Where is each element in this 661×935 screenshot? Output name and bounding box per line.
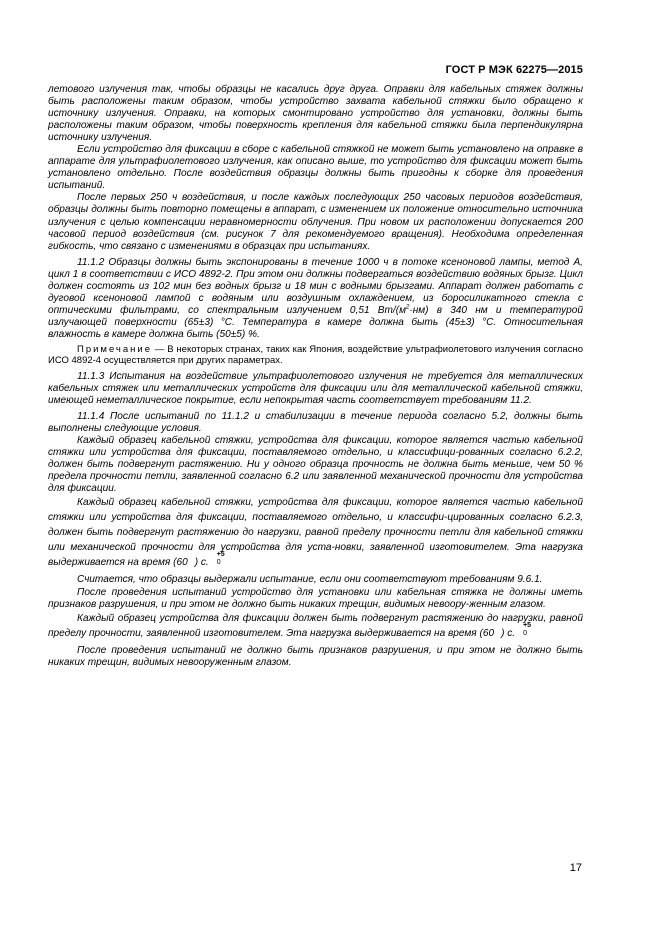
paragraph-specimen-6-2-2: Каждый образец кабельной стяжки, устройства для фиксации, которое является частью кабельной стяжки или устройства для фиксации, поставляемого отдельно, и классифици-рованных согласно 6.2.2, должен быть подвергнут растяжению. Ни у одного образца прочность не должна быть меньше, чем 50 % предела прочности петли, заявленной согласно 6.2 или заявленной механической прочности для устройства для фиксации. [48, 435, 583, 495]
paragraph-rotation: После первых 250 ч воздействия, и после каждых последующих 250 часовых периодов воздействия, образцы должны быть повторно помещены в аппарат, с изменением их положение относительно источника излучения с целью компенсации неравномерности облучения. При новом их расположении допускается 200 часовой период воздействия (см. рисунок 7 для рекомендуемого вращения). Необходима определенная гибкость, что связано с изменениями в образцах при испытаниях. [48, 192, 583, 252]
tolerance-upper: +5 [216, 551, 225, 559]
note-label: Примечание [77, 343, 152, 355]
superscript-2: 2 [406, 304, 410, 311]
tolerance [494, 621, 532, 637]
paragraph-11-1-2 [48, 257, 583, 341]
tolerance-lower: 0 [216, 559, 221, 567]
paragraph-specimen-6-2-3-text-a: Каждый образец кабельной стяжки, устройства для фиксации, которое является частью кабельной стяжки или устройства для фиксации, поставляемого отдельно, и классифи-цированных согласно 6.2.3, должен быть подвергнут растяжению до нагрузки, равной пределу прочности петли для кабельной стяжки или механической прочности для устройства для уста-новки, заявленной изготовителем. Эта нагрузка выдерживается на время (60 [48, 497, 583, 569]
paragraph-specimen-6-2-3 [48, 495, 583, 570]
document-body [48, 84, 583, 669]
paragraph-fixing-device: Если устройство для фиксации в сборе с кабельной стяжкой не может быть установлено на оправке в аппарате для ультрафиолетового излучения, как описано выше, то устройство для фиксации может быть установлено отдельно. После воздействия образцы должны быть пригодны к сборке для проведения испытаний. [48, 144, 583, 192]
page-number: 17 [569, 862, 582, 874]
paragraph-fixing-device-load-text-b: ) с. [501, 627, 516, 639]
paragraph-11-1-2-text-a: 11.1.2 Образцы должны быть экспонированы в течение 1000 ч в потоке ксеноновой лампы, метод А, цикл 1 в соответствии с ИСО 4892-2. При этом они должны подвергаться воздействию водяных брызг. Цикл должен состоять из 102 мин без водных брызг и 18 мин с водными брызгами. Аппарат должен работать с дуговой ксеноновой лампой с водяным или воздушным охлаждением, из боросиликатного стекла с оптическими фильтрами, со спектральным излучением 0,51 Вт/(м [48, 256, 583, 316]
document-header: ГОСТ Р МЭК 62275—2015 [445, 64, 583, 76]
paragraph-fixing-device-load-text-a: Каждый образец устройства для фиксации должен быть подвергнут растяжению до нагрузки, равной пределу прочности, заявленной изготовителем. Эта нагрузка выдерживается на время (60 [48, 612, 583, 639]
paragraph-passed: Считается, что образцы выдержали испытание, если они соответствуют требованиям 9.6.1. [77, 574, 543, 586]
paragraph-11-1-4: 11.1.4 После испытаний по 11.1.2 и стабилизации в течение периода согласно 5.2, должны быть выполнены следующие условия. [48, 411, 583, 435]
paragraph-11-1-2-text-b: ·нм) в 340 нм и температурой излучающей поверхности (65±3) °С. Температура в камере должна быть (45±3) °С. Относительная влажность в камере должна быть (50±5) %. [48, 304, 583, 340]
tolerance-upper: +5 [523, 621, 532, 629]
paragraph-specimen-6-2-3-text-b: ) с. [194, 557, 209, 569]
paragraph-fixing-device-load [48, 611, 583, 641]
paragraph-11-1-3: 11.1.3 Испытания на воздействие ультрафиолетового излучения не требуется для металлических кабельных стяжек или металлических устройств для фиксации или для металлической кабельной стяжки, имеющей неметаллическое покрытие, если непокрытая часть соответствует требованиям 11.2. [48, 370, 583, 407]
paragraph-continuation: летового излучения так, чтобы образцы не касались друг друга. Оправки для кабельных стяжек должны быть расположены таким образом, чтобы устройство захвата кабельной стяжки было обращено к источнику излучения. Оправки, на которых смонтировано устройство для установки, должны быть расположены таким образом, чтобы поверхность крепления для кабельной стяжки была перпендикулярна источнику излучения. [48, 84, 583, 144]
paragraph-no-cracks: После проведения испытаний устройство для установки или кабельная стяжка не должны иметь признаков разрушения, и при этом не должно быть никаких трещин, видимых невоору-женным глазом. [48, 586, 583, 610]
paragraph-final: После проведения испытаний не должно быть признаков разрушения, и при этом не должно быть никаких трещин, видимых невооруженным глазом. [48, 644, 583, 668]
tolerance-lower: 0 [523, 629, 527, 637]
note-text: — В некоторых странах, таких как Япония, воздействие ультрафиолетового излучения согласно ИСО 4892-4 осуществляется при других параметрах. [48, 343, 583, 367]
tolerance [188, 551, 225, 567]
note [48, 344, 583, 367]
